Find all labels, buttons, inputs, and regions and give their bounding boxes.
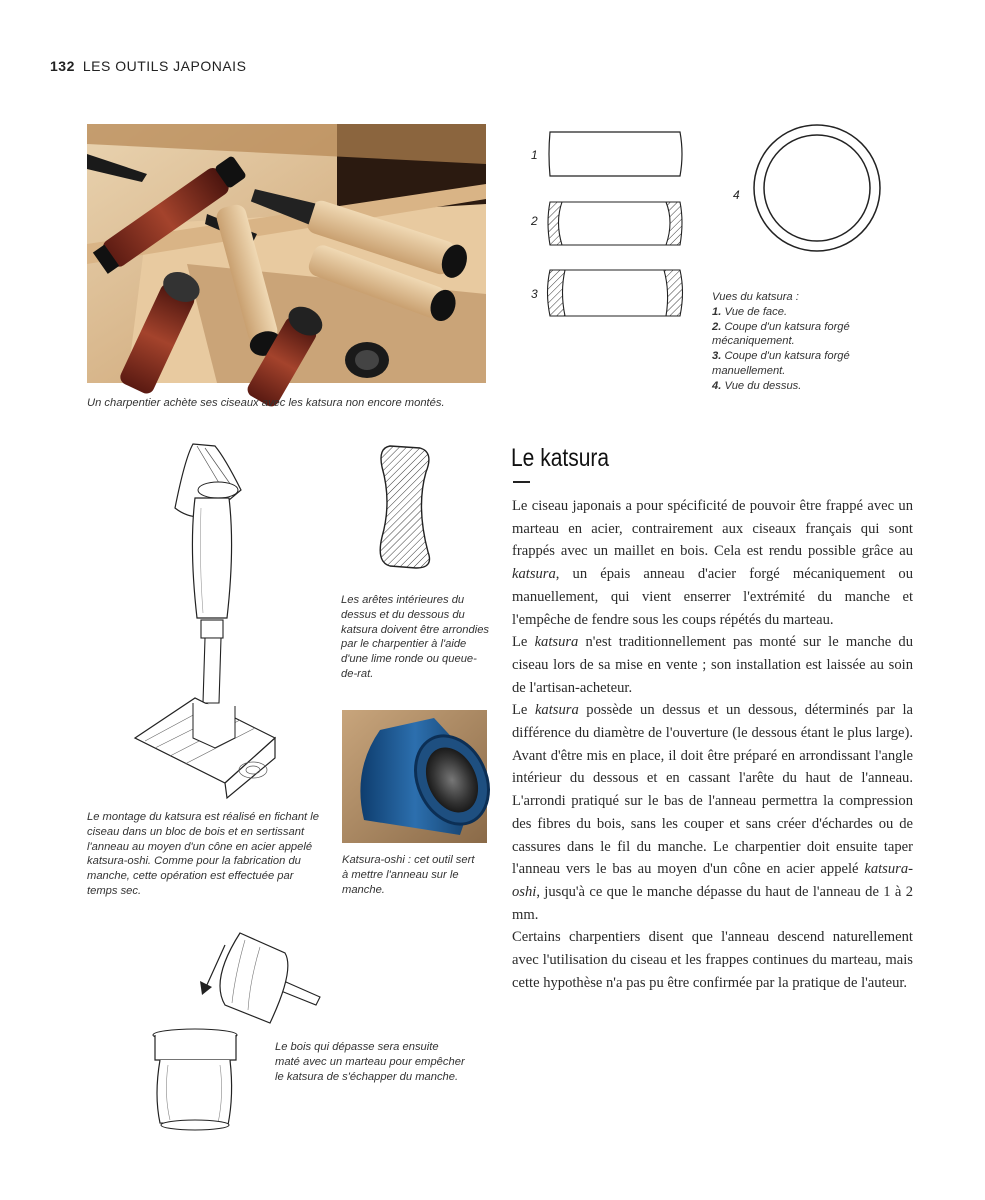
diagram-caption-item-4: [712, 379, 872, 394]
diagram-caption-title: Vues du katsura :: [712, 291, 799, 303]
page-number: 132: [50, 58, 75, 74]
p1-a: Le ciseau japonais a pour spécificité de pouvoir être frappé avec un marteau en acier, contrairement aux ciseaux français qui sont frappés avec un maillet en bois. Cela est rendu possible grâce au: [512, 498, 913, 560]
item-3-text: Coupe d'un katsura forgé manuellement.: [712, 350, 850, 377]
p2-term: katsura: [534, 634, 579, 651]
diagram-label-1: 1: [531, 148, 538, 162]
item-1-num: 1.: [712, 305, 722, 318]
katsura-section-drawing: [376, 442, 436, 572]
p3-a: Le: [512, 702, 535, 719]
paragraph-4: Certains charpentiers disent que l'anneau descend naturellement avec l'utilisation du ciseau et les frappes continues du marteau, mais cette hypothèse n'a pas pu être confirmée par la pratique de l'auteur.: [512, 929, 913, 991]
item-2-text: Coupe d'un katsura forgé mécaniquement.: [712, 320, 850, 348]
chapter-title: LES OUTILS JAPONAIS: [82, 58, 247, 74]
katsura-diagram-caption: [712, 290, 872, 394]
chisels-box-photo: [87, 124, 486, 383]
p3-term: katsura: [534, 702, 579, 719]
running-header: [50, 58, 246, 74]
hammer-peening-illustration: [150, 925, 330, 1130]
diagram-caption-item-3: [712, 349, 872, 379]
item-4-text: Vue du dessus.: [721, 379, 802, 392]
diagram-label-4: 4: [733, 188, 740, 202]
diagram-label-2: 2: [531, 214, 538, 228]
montage-caption: Le montage du katsura est réalisé en fichant le ciseau dans un bloc de bois et en sertissant l'anneau au moyen d'un cône en acier appelé katsura-oshi. Comme pour la fabrication du manche, cette opération est effectuée par temps sec.: [87, 811, 319, 897]
photo1-caption: Un charpentier achète ses ciseaux avec les katsura non encore montés.: [87, 397, 445, 409]
diagram-label-3: 3: [531, 287, 538, 301]
diagram-caption-item-1: [712, 305, 872, 320]
bois-caption: Le bois qui dépasse sera ensuite maté avec un marteau pour empêcher le katsura de s'échapper du manche.: [275, 1041, 465, 1083]
item-1-text: Vue de face.: [721, 305, 788, 318]
section-title: Le katsura: [511, 444, 610, 472]
katsura-oshi-photo: [342, 710, 487, 843]
item-4-num: 4.: [712, 379, 722, 392]
p2-a: Le: [512, 634, 535, 651]
section-body: [512, 495, 913, 994]
title-rule: [513, 481, 530, 483]
oshi-caption: Katsura-oshi : cet outil sert à mettre l'anneau sur le manche.: [342, 854, 475, 896]
paragraph-2: [512, 631, 913, 699]
item-3-num: 3.: [712, 350, 722, 363]
paragraph-1: [512, 495, 913, 631]
diagram-caption-item-2: [712, 320, 872, 350]
aretes-caption: Les arêtes intérieures du dessus et du dessous du katsura doivent être arrondies par le charpentier à l'aide d'une lime ronde ou queue-de-rat.: [341, 594, 490, 680]
paragraph-3: [512, 699, 913, 926]
p2-c: n'est traditionnellement pas monté sur le manche du ciseau lors de sa mise en vente ; son installation est laissée au soin de l'artisan-acheteur.: [512, 634, 913, 696]
p3-e: , jusqu'à ce que le manche dépasse du haut de l'anneau de 1 à 2 mm.: [512, 883, 913, 923]
p3-c: possède un dessus et un dessous, déterminés par la différence du diamètre de l'ouverture (le dessous étant le plus large). Avant d'être mis en place, il doit être préparé en arrondissant l'angle intérieur du dessous et en cassant l'arête du haut de l'anneau. L'arrondi pratiqué sur le bas de l'anneau permettra la compression des fibres du bois, sans les couper et sans créer d'échardes ou de cassures dans le fil du manche. Le charpentier doit ensuite taper l'anneau vers le bas au moyen d'un cône en acier appelé: [512, 702, 913, 878]
p1-term: katsura: [512, 566, 556, 583]
p3-term-2: katsura-oshi: [512, 861, 913, 900]
item-2-num: 2.: [712, 320, 722, 333]
p1-c: , un épais anneau d'acier forgé mécaniquement ou manuellement, qui vient enserrer l'extrémité du manche et l'empêche de fendre sous les coups répétés du marteau.: [512, 566, 913, 628]
chisel-mounting-illustration: [115, 438, 280, 798]
